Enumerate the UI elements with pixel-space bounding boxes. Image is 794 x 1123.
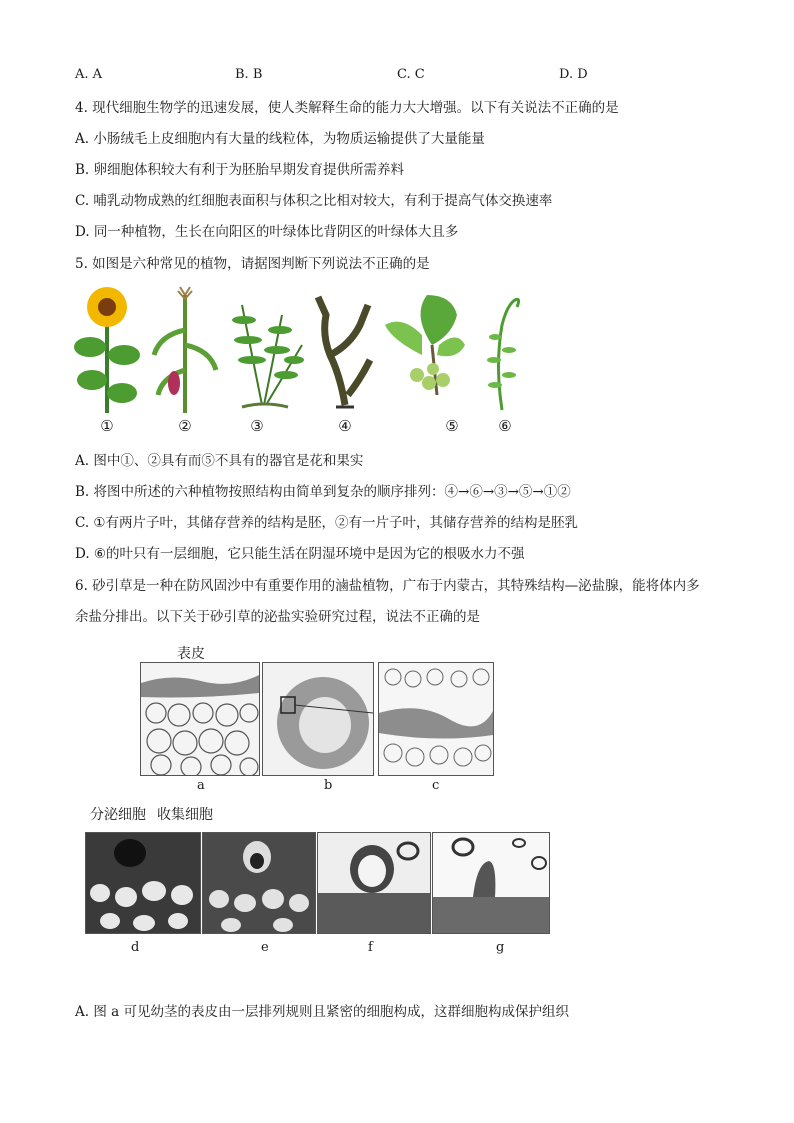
caption-f: f xyxy=(368,940,373,955)
q4-option-d: D. 同一种植物，生长在向阳区的叶绿体比背阴区的叶绿体大且多 xyxy=(75,224,459,240)
micrograph-c xyxy=(378,662,494,776)
fern-image xyxy=(222,285,307,415)
caption-e: e xyxy=(261,940,269,955)
q5-option-c: C. ①有两片子叶，其储存营养的结构是胚，②有一片子叶，其储存营养的结构是胚乳 xyxy=(75,515,579,531)
label-collecting-cell: 收集细胞 xyxy=(157,807,213,823)
plant-label-4: ④ xyxy=(338,417,352,435)
caption-g: g xyxy=(496,940,505,955)
q5-stem: 5. 如图是六种常见的植物，请据图判断下列说法不正确的是 xyxy=(75,256,430,272)
q6-option-a: A. 图 a 可见幼茎的表皮由一层排列规则且紧密的细胞构成，这群细胞构成保护组织 xyxy=(75,1004,569,1020)
option-b: B. B xyxy=(235,67,263,82)
ginkgo-image xyxy=(377,285,467,415)
q4-option-c: C. 哺乳动物成熟的红细胞表面积与体积之比相对较大，有利于提高气体交换速率 xyxy=(75,193,553,209)
plant-label-5: ⑤ xyxy=(445,417,459,435)
sunflower-image xyxy=(72,285,142,415)
q5-option-b: B. 将图中所述的六种植物按照结构由简单到复杂的顺序排列：④→⑥→③→⑤→①② xyxy=(75,484,571,500)
q5-option-a: A. 图中①、②具有而⑤不具有的器官是花和果实 xyxy=(75,453,364,469)
plant-figure xyxy=(72,285,532,435)
plant-label-6: ⑥ xyxy=(498,417,512,435)
micrograph-a xyxy=(140,662,260,776)
caption-d: d xyxy=(131,940,140,955)
option-d: D. D xyxy=(559,67,588,82)
moss-image xyxy=(477,285,527,415)
micrograph-d xyxy=(85,832,201,934)
corn-image xyxy=(150,285,220,415)
caption-c: c xyxy=(432,778,440,793)
option-c: C. C xyxy=(397,67,425,82)
q4-stem: 4. 现代细胞生物学的迅速发展，使人类解释生命的能力大大增强。以下有关说法不正确的是 xyxy=(75,100,619,116)
micrograph-b xyxy=(262,662,374,776)
q5-option-d: D. ⑥的叶只有一层细胞，它只能生活在阴湿环境中是因为它的根吸水力不强 xyxy=(75,546,525,562)
q6-stem-line1: 6. 砂引草是一种在防风固沙中有重要作用的滷盐植物，广布于内蒙古，其特殊结构—泌盐腺，能将体内多 xyxy=(75,578,700,594)
label-secretory-cell: 分泌细胞 xyxy=(90,807,146,823)
liverwort-image xyxy=(310,285,380,415)
q4-option-b: B. 卵细胞体积较大有利于为胚胎早期发育提供所需养料 xyxy=(75,162,405,178)
plant-label-1: ① xyxy=(100,417,114,435)
plant-label-2: ② xyxy=(178,417,192,435)
q6-stem-line2: 余盐分排出。以下关于砂引草的泌盐实验研究过程，说法不正确的是 xyxy=(75,609,480,625)
caption-a: a xyxy=(197,778,205,793)
caption-b: b xyxy=(324,778,333,793)
option-a: A. A xyxy=(75,67,103,82)
q4-option-a: A. 小肠绒毛上皮细胞内有大量的线粒体，为物质运输提供了大量能量 xyxy=(75,131,485,147)
label-epidermis: 表皮 xyxy=(177,646,205,662)
micrograph-g xyxy=(432,832,550,934)
plant-label-3: ③ xyxy=(250,417,264,435)
micrograph-e xyxy=(202,832,316,934)
micrograph-f xyxy=(317,832,431,934)
